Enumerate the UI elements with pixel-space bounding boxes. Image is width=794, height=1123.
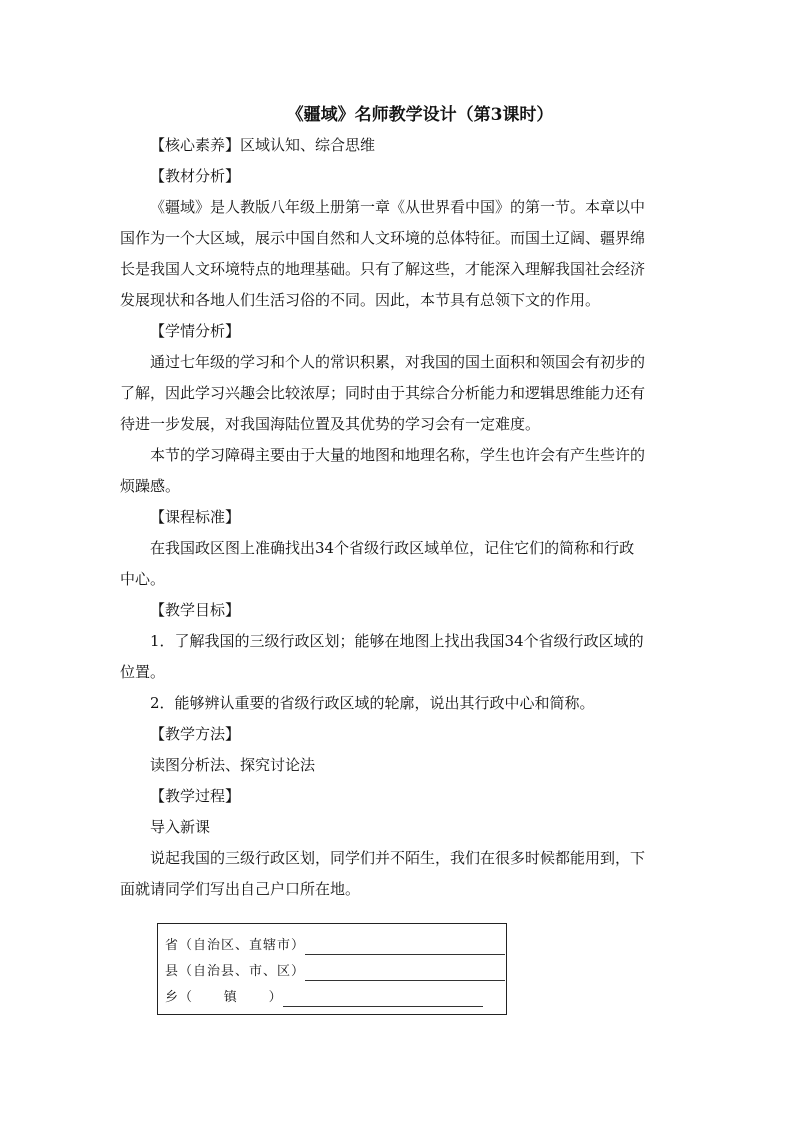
teaching-method-heading: 【教学方法】 [150,725,241,743]
textbook-analysis-line: 《疆域》是人教版八年级上册第一章《从世界看中国》的第一节。本章以中 [150,198,646,216]
learner-analysis-heading: 【学情分析】 [150,322,241,340]
core-literacy-heading: 【核心素养】 [150,136,241,154]
lesson-intro-subheading: 导入新课 [150,818,211,836]
textbook-analysis-heading: 【教材分析】 [150,167,241,185]
teaching-goal-2: 2．能够辨认重要的省级行政区域的轮廓，说出其行政中心和简称。 [150,694,595,712]
lesson-intro-line: 说起我国的三级行政区划，同学们并不陌生，我们在很多时候都能用到，下 [150,849,646,867]
township-row [165,985,506,1011]
learner-analysis-line: 通过七年级的学习和个人的常识积累，对我国的国土面积和领国会有初步的 [150,353,646,371]
lesson-intro-line: 面就请同学们写出自己户口所在地。 [120,880,361,898]
curriculum-standard-heading: 【课程标准】 [150,508,241,526]
teaching-goal-1: 1．了解我国的三级行政区划；能够在地图上找出我国34个省级行政区域的 [150,632,644,650]
province-blank[interactable] [305,936,505,955]
learner-analysis-line: 烦躁感。 [120,477,181,495]
curriculum-standard-line: 中心。 [120,570,166,588]
textbook-analysis-line: 国作为一个大区域，展示中国自然和人文环境的总体特征。而国土辽阔、疆界绵 [120,229,646,247]
document-title: 《疆域》名师教学设计（第3课时） [286,105,554,125]
teaching-process-heading: 【教学过程】 [150,787,241,805]
learner-analysis-line: 了解，因此学习兴趣会比较浓厚；同时由于其综合分析能力和逻辑思维能力还有 [120,384,646,402]
textbook-analysis-line: 发展现状和各地人们生活习俗的不同。因此，本节具有总领下文的作用。 [120,291,601,309]
textbook-analysis-line: 长是我国人文环境特点的地理基础。只有了解这些，才能深入理解我国社会经济 [120,260,646,278]
township-label: 乡（ 镇 ） [165,990,283,1005]
teaching-method-text: 读图分析法、探究讨论法 [150,756,316,774]
teaching-goals-heading: 【教学目标】 [150,601,241,619]
county-row [165,959,506,985]
learner-analysis-line: 待进一步发展，对我国海陆位置及其优势的学习会有一定难度。 [120,415,541,433]
province-label: 省（自治区、直辖市） [165,938,306,953]
township-blank[interactable] [283,988,483,1007]
document-page [120,100,676,1005]
curriculum-standard-line: 在我国政区图上准确找出34个省级行政区域单位，记住它们的简称和行政 [150,539,635,557]
county-blank[interactable] [305,962,505,981]
province-row [165,933,506,959]
county-label: 县（自治县、市、区） [165,964,306,979]
core-literacy-text: 区域认知、综合思维 [240,136,376,154]
teaching-goal-1-cont: 位置。 [120,663,166,681]
learner-analysis-line: 本节的学习障碍主要由于大量的地图和地理名称，学生也许会有产生些许的 [150,446,646,464]
residence-form-box [157,923,507,1015]
core-literacy-line [120,130,676,161]
